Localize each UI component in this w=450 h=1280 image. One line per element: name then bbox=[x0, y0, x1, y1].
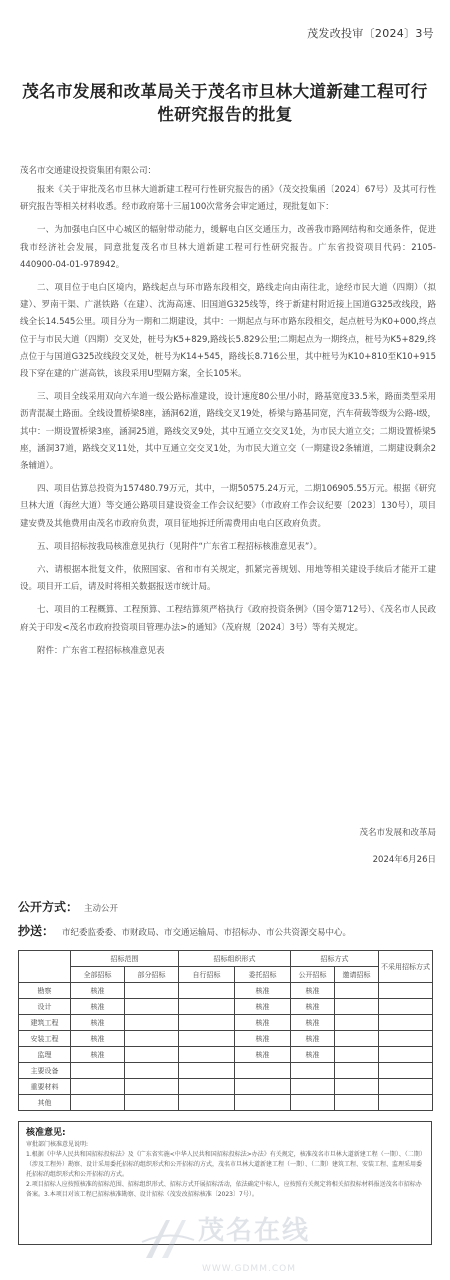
table-subheader: 委托招标 bbox=[235, 967, 291, 983]
table-cell bbox=[179, 1095, 235, 1111]
table-cell bbox=[335, 1063, 379, 1079]
opinion-line: 审批部门核准意见说明: bbox=[26, 1141, 89, 1148]
table-cell bbox=[379, 1079, 433, 1095]
table-cell bbox=[71, 1095, 125, 1111]
disclosure-label: 公开方式： bbox=[18, 900, 79, 914]
table-cell: 核准 bbox=[291, 1047, 335, 1063]
table-cell bbox=[179, 1047, 235, 1063]
table-cell bbox=[335, 1015, 379, 1031]
watermark-url: WWW.GDMM.COM bbox=[202, 1264, 296, 1274]
table-row bbox=[19, 1031, 433, 1047]
table-group-header: 不采用招标方式 bbox=[379, 951, 433, 983]
table-cell: 核准 bbox=[71, 983, 125, 999]
table-row bbox=[19, 1047, 433, 1063]
table-group-header: 招标组织形式 bbox=[179, 951, 291, 967]
table-cell bbox=[235, 1079, 291, 1095]
table-cell: 核准 bbox=[291, 1031, 335, 1047]
table-group-header: 招标方式 bbox=[291, 951, 379, 967]
addressee: 茂名市交通建设投资集团有限公司： bbox=[20, 166, 157, 176]
paragraph-6: 六、请根据本批复文件，依照国家、省和市有关规定，抓紧完善规划、用地等相关建设手续后才能开工建设。项目开工后，请及时将相关数据报送市统计局。 bbox=[20, 565, 436, 593]
table-cell bbox=[379, 1031, 433, 1047]
table-cell: 核准 bbox=[291, 999, 335, 1015]
table-cell: 核准 bbox=[235, 1031, 291, 1047]
table-cell bbox=[379, 1063, 433, 1079]
table-cell bbox=[179, 983, 235, 999]
table-cell: 核准 bbox=[291, 1015, 335, 1031]
table-row bbox=[19, 1015, 433, 1031]
table-cell bbox=[179, 1063, 235, 1079]
table-cell bbox=[291, 1079, 335, 1095]
row-label: 重要材料 bbox=[19, 1079, 71, 1095]
table-cell bbox=[179, 1015, 235, 1031]
table-cell bbox=[379, 1047, 433, 1063]
table-subheader: 全部招标 bbox=[71, 967, 125, 983]
row-label: 安装工程 bbox=[19, 1031, 71, 1047]
document-number: 茂发改投审〔2024〕3号 bbox=[307, 27, 434, 40]
row-label: 设计 bbox=[19, 999, 71, 1015]
approval-table bbox=[18, 950, 433, 1111]
table-subheader: 邀请招标 bbox=[335, 967, 379, 983]
table-subheader: 公开招标 bbox=[291, 967, 335, 983]
cc-line bbox=[18, 922, 351, 939]
table-cell: 核准 bbox=[235, 999, 291, 1015]
disclosure-line bbox=[18, 898, 118, 915]
table-cell bbox=[179, 1079, 235, 1095]
table-header-row bbox=[19, 951, 433, 967]
opinion-line: 2.项目招标人应按照核准的招标范围、招标组织形式、招标方式开展招标活动，依法确定中标人，应按照有关规定将相关招投标材料报送茂名市招标办备案。3.本项目对该工程已招标核准勘察、设计招标（茂发改招标核准〔2023〕7号）。 bbox=[26, 1181, 422, 1198]
table-row bbox=[19, 1063, 433, 1079]
row-label: 主要设备 bbox=[19, 1063, 71, 1079]
table-cell bbox=[125, 999, 179, 1015]
table-cell bbox=[379, 999, 433, 1015]
table-cell: 核准 bbox=[71, 1015, 125, 1031]
watermark-brand: 茂名在线 bbox=[198, 1216, 311, 1246]
table-subheader: 自行招标 bbox=[179, 967, 235, 983]
table-cell bbox=[179, 999, 235, 1015]
table-cell: 核准 bbox=[235, 1015, 291, 1031]
table-subheader: 部分招标 bbox=[125, 967, 179, 983]
table-cell bbox=[291, 1095, 335, 1111]
table-cell: 核准 bbox=[71, 1047, 125, 1063]
cc-label: 抄送： bbox=[18, 924, 55, 938]
opinion-title: 核准意见: bbox=[26, 1128, 66, 1138]
table-cell bbox=[335, 999, 379, 1015]
table-group-header: 招标范围 bbox=[71, 951, 179, 967]
table-row bbox=[19, 983, 433, 999]
paragraph-4: 四、项目估算总投资为157480.79万元，其中，一期50575.24万元，二期106905.55万元。根据《研究旦林大道（海丝大道）等交通公路项目建设资金工作会议纪要》（市政府工作会议纪要〔2023〕130号），项目建安费及其他费用由茂名市政府负责，项目征地拆迁所需费用由电白区政府负责。 bbox=[20, 484, 436, 529]
table-cell bbox=[235, 1063, 291, 1079]
paragraph-5: 五、项目招标按我局核准意见执行（见附件“广东省工程招标核准意见表”）。 bbox=[37, 541, 323, 552]
table-cell bbox=[335, 983, 379, 999]
table-cell bbox=[335, 1047, 379, 1063]
signature-org: 茂名市发展和改革局 bbox=[359, 828, 436, 838]
table-subheader-row bbox=[19, 967, 433, 983]
table-cell: 核准 bbox=[235, 1047, 291, 1063]
paragraph-7: 七、项目的工程概算、工程预算、工程结算须严格执行《政府投资条例》（国令第712号）、《茂名市人民政府关于印发<茂名市政府投资项目管理办法>的通知》（茂府规〔2024〕3号）等有关规定。 bbox=[20, 605, 436, 633]
site-watermark bbox=[140, 1208, 340, 1280]
table-cell bbox=[125, 1031, 179, 1047]
table-cell bbox=[335, 1079, 379, 1095]
table-row bbox=[19, 1095, 433, 1111]
table-cell bbox=[125, 1063, 179, 1079]
table-cell: 核准 bbox=[291, 983, 335, 999]
watermark-logo-icon bbox=[140, 1212, 196, 1266]
disclosure-value: 主动公开 bbox=[84, 904, 119, 914]
table-row bbox=[19, 999, 433, 1015]
table-cell bbox=[125, 1047, 179, 1063]
paragraph-1: 一、为加强电白区中心城区的辐射带动能力，缓解电白区交通压力，改善我市路网结构和交通条件，促进我市经济社会发展，同意批复茂名市旦林大道新建工程可行性研究报告。广东省投资项目代码：2105-440900-04-01-978942。 bbox=[20, 225, 436, 270]
table-cell bbox=[125, 1095, 179, 1111]
table-cell bbox=[125, 1079, 179, 1095]
table-corner-cell bbox=[19, 951, 71, 983]
attachment-line: 附件：广东省工程招标核准意见表 bbox=[37, 645, 165, 656]
paragraph-2: 二、项目位于电白区境内，路线起点与环市路东段相交，路线走向由南往北，途经市民大道（四期）（拟建）、罗南干渠、广湛铁路（在建）、沈海高速、旧国道G325线等，终于新建村附近接上国道G325改线段，路线全长14.545公里。项目分为一期和二期建设，其中：一期起点与环市路东段相交，起点桩号为K0+000,终点位于与市民大道（四期）交叉处，桩号为K5+829,路线长5.829公里;二期起点为一期终点，桩号为K5+829,终点位于与国道G325改线段交叉处，桩号为K14+545，路线长8.716公里，其中桩号为K10+810至K10+915段下穿在建的广湛高铁，该段采用U型隔方案，全长105米。 bbox=[20, 283, 436, 380]
table-cell bbox=[125, 1015, 179, 1031]
row-label: 其他 bbox=[19, 1095, 71, 1111]
table-cell bbox=[379, 1015, 433, 1031]
opinion-line: 1.根据《中华人民共和国招标投标法》及《广东省实施<中华人民共和国招标投标法>办法》有关规定，核准茂名市旦林大道新建工程（一期）、（二期）（涉及工程外）勘察、设计采用委托招标的组织形式和公开招标的方式，茂名市旦林大道新建工程（一期）、（二期）建筑工程、安装工程、监理采用委托招标的组织形式和公开招标的方式。 bbox=[26, 1151, 423, 1178]
table-cell bbox=[379, 1095, 433, 1111]
table-cell: 核准 bbox=[235, 983, 291, 999]
document-body bbox=[20, 182, 436, 672]
row-label: 勘察 bbox=[19, 983, 71, 999]
table-cell bbox=[335, 1031, 379, 1047]
table-row bbox=[19, 1079, 433, 1095]
table-cell bbox=[235, 1095, 291, 1111]
table-cell bbox=[379, 983, 433, 999]
cc-value: 市纪委监委委、市财政局、市交通运输局、市招标办、市公共资源交易中心。 bbox=[62, 928, 352, 938]
paragraph-3: 三、项目全线采用双向六车道一级公路标准建设，设计速度80公里/小时，路基宽度33.5米，路面类型采用沥青混凝土路面。全线设置桥梁8座，涵洞62道，路线交叉19处，桥梁与路基同宽，汽车荷载等级为公路-Ⅰ级，其中：一期设置桥梁3座，涵洞25道，路线交叉9处，其中互通立交交叉1处，为市民大道立交；二期设置桥梁5座，涵洞37道，路线交叉11处，其中互通立交交叉1处，为市民大道立交（一期建设2条辅道，二期建设剩余2条辅道）。 bbox=[20, 392, 436, 472]
paragraph-intro: 报来《关于审批茂名市旦林大道新建工程可行性研究报告的函》（茂交投集函〔2024〕67号）及其可行性研究报告等相关材料收悉。经市政府第十三届100次常务会审定通过，现批复如下： bbox=[20, 185, 436, 213]
signature-date: 2024年6月26日 bbox=[372, 855, 436, 865]
table-cell bbox=[71, 1079, 125, 1095]
table-cell: 核准 bbox=[71, 1031, 125, 1047]
table-cell bbox=[71, 1063, 125, 1079]
row-label: 监理 bbox=[19, 1047, 71, 1063]
table-cell bbox=[179, 1031, 235, 1047]
table-cell bbox=[291, 1063, 335, 1079]
row-label: 建筑工程 bbox=[19, 1015, 71, 1031]
table-cell bbox=[335, 1095, 379, 1111]
table-cell: 核准 bbox=[71, 999, 125, 1015]
table-cell bbox=[125, 983, 179, 999]
document-title: 茂名市发展和改革局关于茂名市旦林大道新建工程可行性研究报告的批复 bbox=[22, 82, 428, 124]
